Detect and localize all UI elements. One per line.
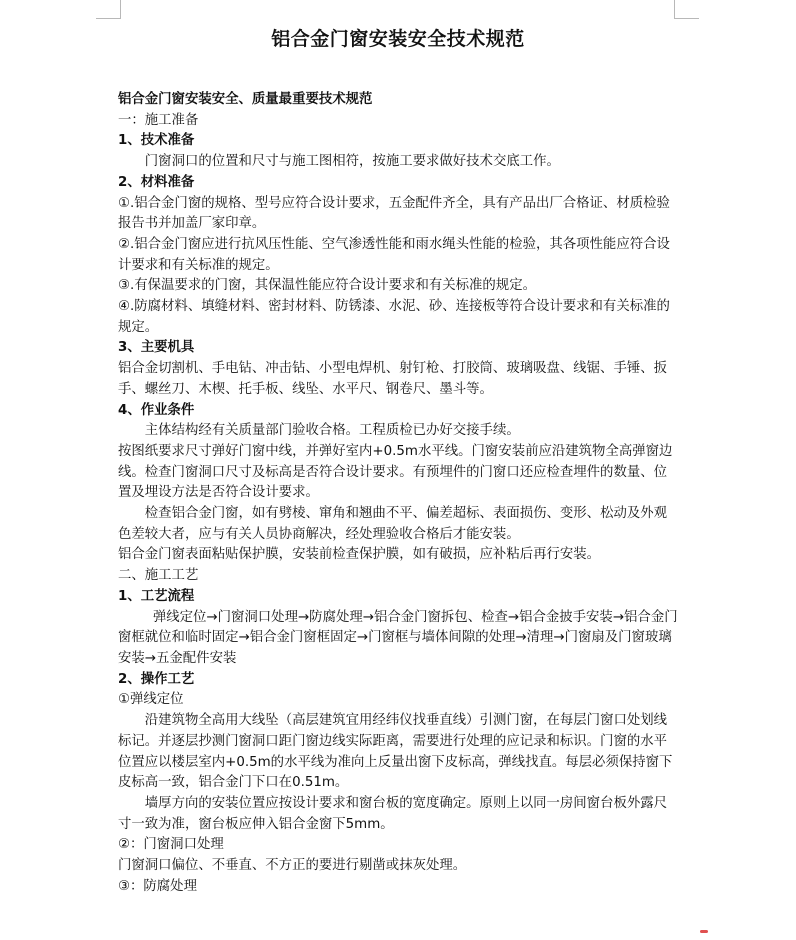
page-corner-mark-top-right — [674, 0, 699, 19]
paragraph: ②：门窗洞口处理 — [118, 837, 224, 853]
paragraph: ①弹线定位 — [118, 692, 184, 708]
edge-marker — [700, 930, 708, 933]
section-heading: 3、主要机具 — [118, 340, 195, 356]
section-heading: 1、技术准备 — [118, 133, 195, 149]
paragraph: 检查铝合金门窗，如有劈棱、窜角和翘曲不平、偏差超标、表面损伤、变形、松动及外观色差较大者，应与有关人员协商解决，经处理验收合格后才能安装。 — [118, 506, 668, 542]
paragraph: 铝合金切割机、手电钻、冲击钻、小型电焊机、射钉枪、打胶筒、玻璃吸盘、线锯、手锤、扳手、螺丝刀、木楔、托手板、线坠、水平尺、钢卷尺、墨斗等。 — [118, 361, 668, 397]
paragraph: 二、施工工艺 — [118, 568, 199, 584]
section-heading: 铝合金门窗安装安全、质量最重要技术规范 — [118, 92, 373, 107]
paragraph: ②.铝合金门窗应进行抗风压性能、空气渗透性能和雨水绳头性能的检验，其各项性能应符合设计要求和有关标准的规定。 — [118, 236, 670, 273]
page-corner-mark-top-left — [96, 0, 121, 19]
section-heading: 1、工艺流程 — [118, 588, 195, 604]
section-heading: 2、操作工艺 — [118, 671, 195, 687]
document-body — [118, 90, 678, 897]
paragraph: 沿建筑物全高用大线坠（高层建筑宜用经纬仪找垂直线）引测门窗，在每层门窗口处划线标记。并逐层抄测门窗洞口距门窗边线实际距离，需要进行处理的应记录和标识。门窗的水平位置应以楼层室内+0.5m的水平线为准向上反量出窗下皮标高，弹线找直。每层必须保持窗下皮标高一致，铝合金门下口在0.51m。 — [118, 713, 673, 791]
section-heading: 2、材料准备 — [118, 174, 195, 190]
paragraph: 主体结构经有关质量部门验收合格。工程质检已办好交接手续。 — [144, 423, 520, 439]
paragraph: 按图纸要求尺寸弹好门窗中线，并弹好室内+0.5m水平线。门窗安装前应沿建筑物全高弹窗边线。检查门窗洞口尺寸及标高是否符合设计要求。有预埋件的门窗口还应检查埋件的数量、位置及埋设方法是否符合设计要求。 — [118, 443, 673, 501]
paragraph: 铝合金门窗表面粘贴保护膜，安装前检查保护膜，如有破损，应补粘后再行安装。 — [118, 547, 601, 563]
section-heading: 4、作业条件 — [118, 402, 195, 418]
paragraph: ④.防腐材料、填缝材料、密封材料、防锈漆、水泥、砂、连接板等符合设计要求和有关标准的规定。 — [118, 299, 670, 335]
paragraph: ③.有保温要求的门窗，其保温性能应符合设计要求和有关标准的规定。 — [118, 278, 536, 294]
paragraph: 门窗洞口偏位、不垂直、不方正的要进行剔凿或抹灰处理。 — [118, 858, 467, 874]
paragraph: 一：施工准备 — [118, 112, 199, 128]
paragraph: 弹线定位→门窗洞口处理→防腐处理→铝合金门窗拆包、检查→铝合金披手安装→铝合金门窗框就位和临时固定→铝合金门窗框固定→门窗框与墙体间隙的处理→清理→门窗扇及门窗玻璃安装→五金配件安装 — [118, 609, 678, 666]
document-title: 铝合金门窗安装安全技术规范 — [271, 28, 525, 50]
paragraph: 墙厚方向的安装位置应按设计要求和窗台板的宽度确定。原则上以同一房间窗台板外露尺寸一致为准，窗台板应伸入铝合金窗下5mm。 — [118, 795, 668, 832]
paragraph: 门窗洞口的位置和尺寸与施工图相符，按施工要求做好技术交底工作。 — [144, 154, 560, 170]
paragraph: ①.铝合金门窗的规格、型号应符合设计要求，五金配件齐全，具有产品出厂合格证、材质检验报告书并加盖厂家印章。 — [118, 195, 670, 232]
paragraph: ③：防腐处理 — [118, 878, 197, 894]
